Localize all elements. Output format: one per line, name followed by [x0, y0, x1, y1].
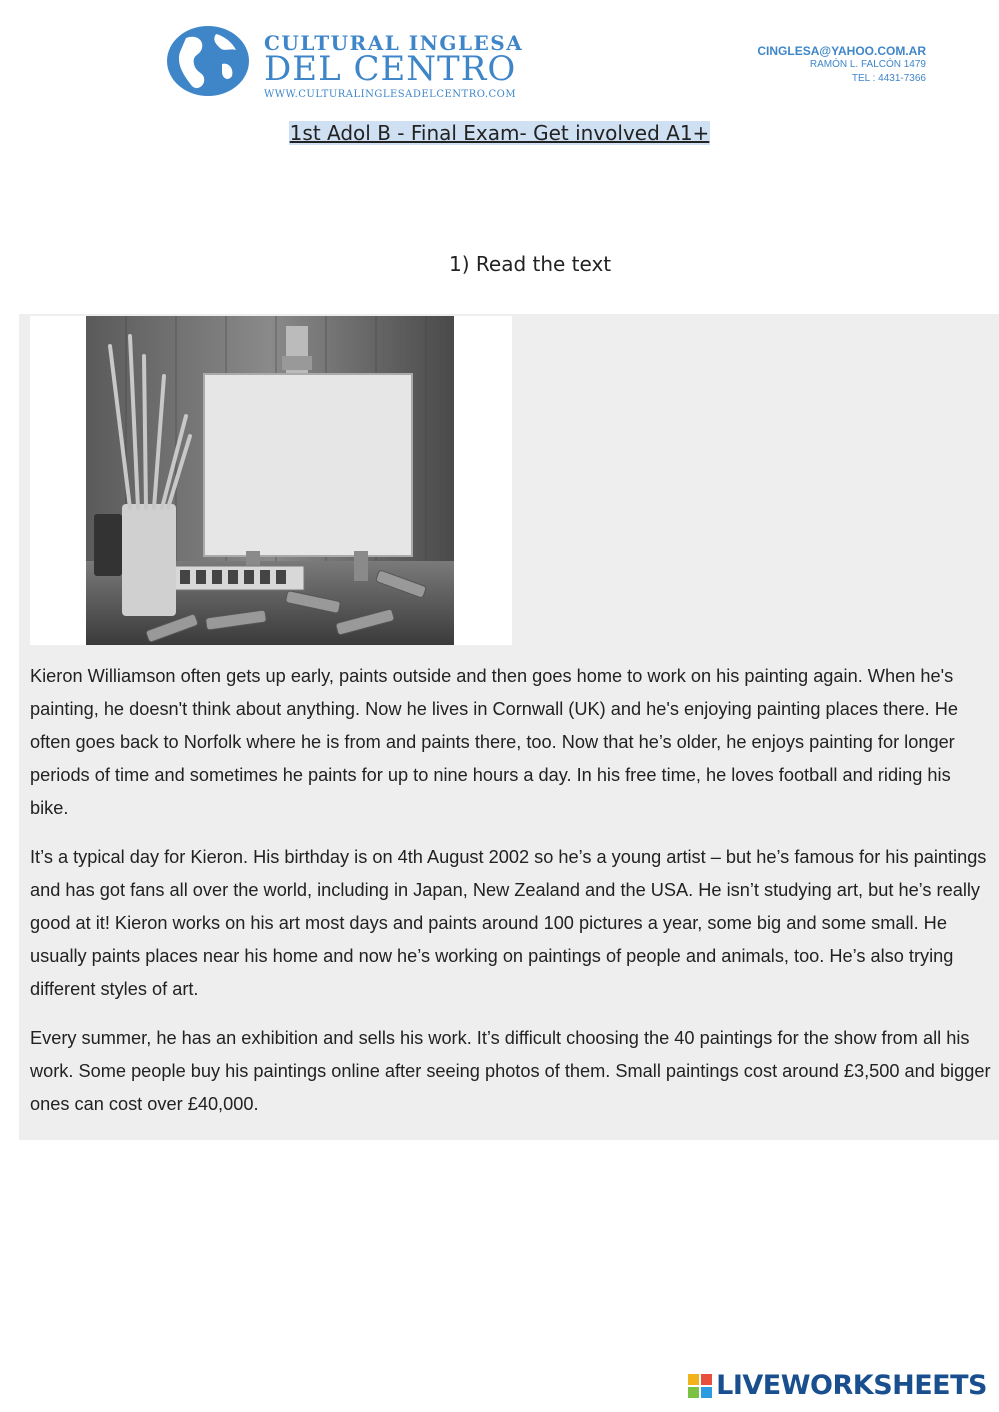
easel-and-paintbrushes-photo [86, 316, 454, 645]
brand-line-2: DEL CENTRO [264, 49, 517, 89]
paragraph: Every summer, he has an exhibition and sells his work. It’s difficult choosing the 40 paintings for the show from all his work. Some people buy his paintings online after seeing photos of them. Small paintings cost around £3,500 and bigger ones can cost over £40,000. [30, 1028, 991, 1114]
globe-icon [166, 24, 252, 98]
contact-email: CINGLESA@YAHOO.COM.AR [757, 44, 926, 58]
contact-address: RAMÓN L. FALCÓN 1479 [809, 59, 926, 70]
article-text [30, 660, 992, 1137]
page-title [0, 121, 999, 145]
paragraph: It’s a typical day for Kieron. His birthday is on 4th August 2002 so he’s a young artist – but he’s famous for his paintings and has got fans all over the world, including in Japan, New Zealand and the USA. He isn’t studying art, but he’s really good at it! Kieron works on his art most days and paints around 100 pictures a year, some big and some small. He usually paints places near his home and now he’s working on paintings of people and animals, too. He’s also trying different styles of art. [30, 847, 987, 999]
brand-text [264, 32, 523, 100]
question-heading: 1) Read the text [449, 252, 612, 276]
brand-url: WWW.CULTURALINGLESADELCENTRO.COM [264, 89, 517, 100]
liveworksheets-wordmark: LIVEWORKSHEETS [716, 1370, 987, 1401]
liveworksheets-logo [688, 1370, 987, 1401]
article-image [30, 316, 512, 645]
page-title-text: 1st Adol B - Final Exam- Get involved A1+ [289, 121, 710, 145]
brand-line-1: CULTURAL INGLESA [264, 31, 524, 55]
contact-info [757, 44, 926, 86]
liveworksheets-blocks-icon [688, 1374, 712, 1398]
reading-panel [19, 314, 999, 1140]
contact-phone: TEL : 4431-7366 [851, 73, 926, 84]
school-logo [166, 24, 524, 100]
paragraph: Kieron Williamson often gets up early, paints outside and then goes home to work on his painting again. When he's painting, he doesn't think about anything. Now he lives in Cornwall (UK) and he's enjoying painting places there. He often goes back to Norfolk where he is from and paints there, too. Now that he’s older, he enjoys painting for longer periods of time and sometimes he paints for up to nine hours a day. In his free time, he loves football and riding his bike. [30, 666, 958, 818]
